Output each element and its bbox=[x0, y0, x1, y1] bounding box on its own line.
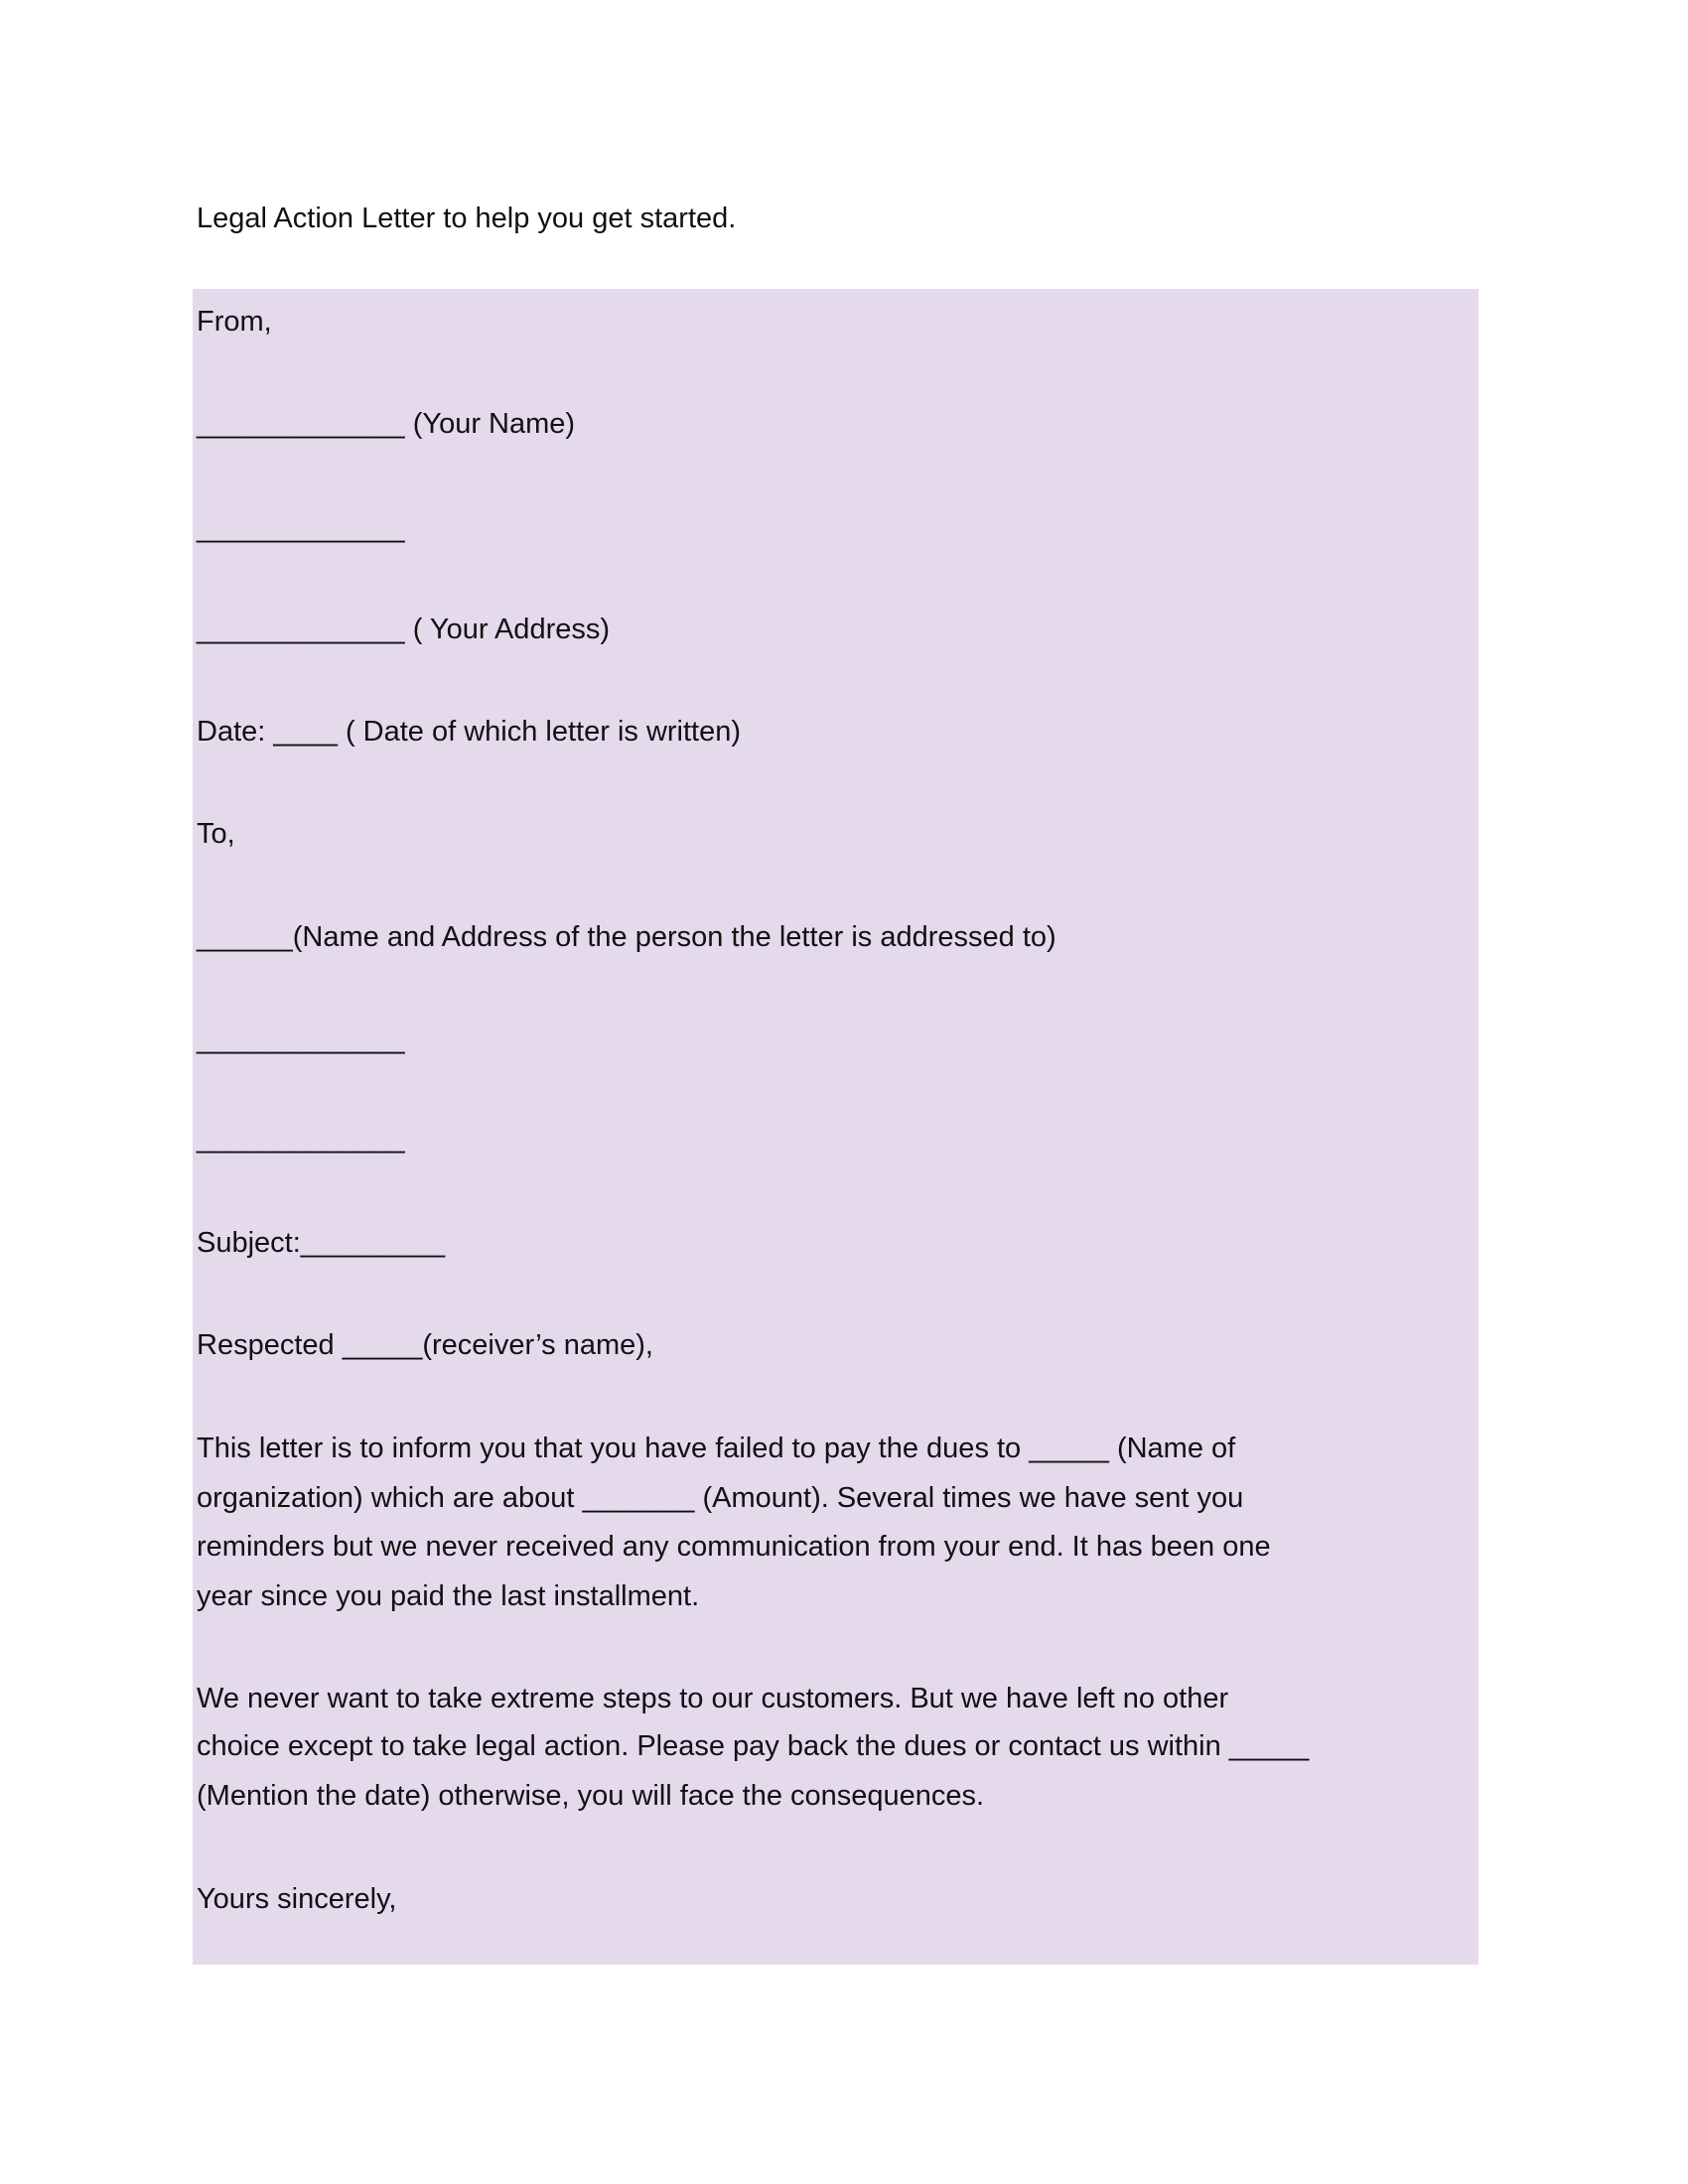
your-address-line: _____________ ( Your Address) bbox=[197, 614, 611, 645]
paragraph-2-line: choice except to take legal action. Please pay back the dues or contact us within _____ bbox=[197, 1730, 1310, 1762]
from-line: From, bbox=[197, 306, 272, 338]
paragraph-1-line: year since you paid the last installment. bbox=[197, 1580, 700, 1612]
paragraph-2-line: We never want to take extreme steps to our customers. But we have left no other bbox=[197, 1683, 1229, 1714]
to-line: To, bbox=[197, 818, 235, 850]
blank-line: _____________ bbox=[197, 1024, 405, 1055]
blank-line: _____________ bbox=[197, 1123, 405, 1155]
blank-line: _____________ bbox=[197, 512, 405, 544]
paragraph-1-line: organization) which are about _______ (Amount). Several times we have sent you bbox=[197, 1482, 1244, 1514]
date-line: Date: ____ ( Date of which letter is written) bbox=[197, 716, 742, 748]
closing-line: Yours sincerely, bbox=[197, 1883, 397, 1915]
recipient-line: ______(Name and Address of the person the letter is addressed to) bbox=[197, 921, 1056, 953]
paragraph-2-line: (Mention the date) otherwise, you will face the consequences. bbox=[197, 1780, 985, 1812]
salutation-line: Respected _____(receiver’s name), bbox=[197, 1329, 653, 1361]
intro-text: Legal Action Letter to help you get started. bbox=[197, 203, 737, 234]
subject-line: Subject:_________ bbox=[197, 1227, 445, 1259]
paragraph-1-line: This letter is to inform you that you have failed to pay the dues to _____ (Name of bbox=[197, 1433, 1236, 1464]
your-name-line: _____________ (Your Name) bbox=[197, 408, 576, 440]
paragraph-1-line: reminders but we never received any communication from your end. It has been one bbox=[197, 1531, 1271, 1563]
